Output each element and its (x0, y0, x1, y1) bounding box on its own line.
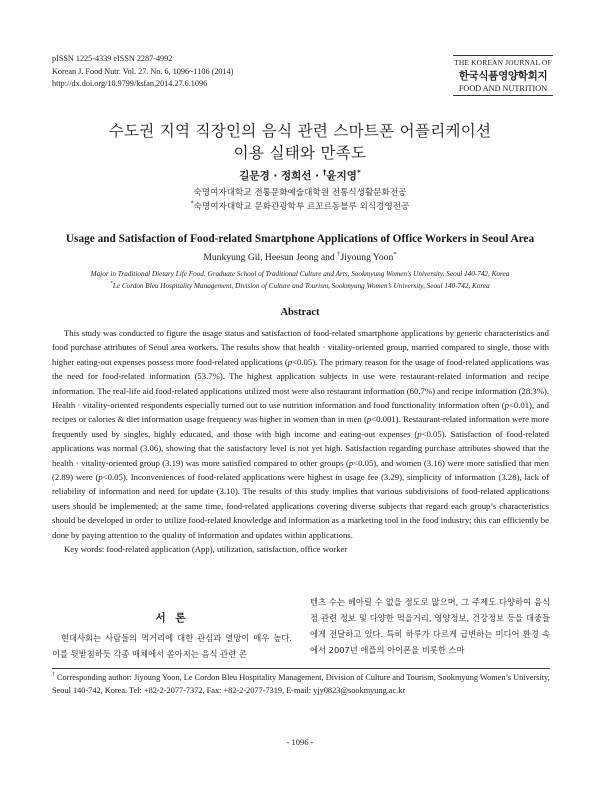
doi-link[interactable]: http://dx.doi.org/10.9799/ksfan.2014.27.6.1096 (52, 79, 208, 88)
affiliation-en-2-text: Le Cordon Bleu Hospitality Management, Division of Culture and Tourism, Sookmyung Women’s University, Seoul 140-742, Korea (112, 282, 490, 290)
author-names-ko: 길문경 · 정희선 · (239, 170, 323, 182)
affiliation-en-2 (30, 280, 570, 292)
corresponding-author-en: Jiyoung Yoon (340, 252, 394, 263)
intro-paragraph: 현대사회는 사람들의 먹거리에 대한 관심과 열망이 매우 높다. 이를 뒷받침하듯 각종 매체에서 쏟아지는 음식 관련 콘 (52, 633, 292, 659)
affiliation-ko-2 (0, 200, 600, 214)
issn-line: pISSN 1225-4339 eISSN 2287-4992 (52, 54, 173, 63)
affiliations-english (30, 268, 570, 292)
abstract-heading: Abstract (280, 307, 320, 318)
journal-masthead (453, 55, 553, 96)
affiliation-ko-2-text: 숙명여자대학교 문화관광학부 르꼬르동블루 외식경영전공 (193, 202, 410, 212)
intro-left-column (52, 630, 292, 662)
journal-name-ko: 한국식품영양학회지 (458, 70, 548, 82)
affiliation-mark: * (110, 281, 113, 287)
journal-name-en-top: THE KOREAN JOURNAL OF (454, 58, 552, 67)
authors-english (0, 252, 600, 263)
journal-name-en-bottom: FOOD AND NUTRITION (458, 84, 548, 93)
corresponding-mark: † (322, 167, 327, 177)
abstract-body (52, 326, 549, 557)
footnote-mark: † (52, 672, 55, 679)
abstract-paragraph: This study was conducted to figure the usage status and satisfaction of food-related smartphone applications by generic characteristics and food purchase attributes of Seoul area workers. The results show that health · vitality-oriented group, married compared to single, those with higher eating-out expenses possess more food-related applications (p<0.05). The primary reason for the usage of food-related applications was the need for food-related information (53.7%). The highest application subjects in use were restaurant-related information and recipe information. The real-life aid food-related applications utilized most were also restaurant information (60.7%) and recipe information (28.3%). Health · vitality-oriented respondents especially turned out to use nutrition information and food functionality information often (p<0.01), and recipes or calories & diet information usage frequency was higher in women than in men (p<0.001). Restaurant-related information were more frequently used by singles, highly educated, and those with high income and eating-out expenses (p<0.05). Satisfaction of food-related applications was normal (3.06), showing that the satisfactory level is not yet high. Satisfaction regarding purchase attributes showed that the health · vitality-oriented group (3.19) was more satisfied compared to other groups (p<0.05), and women (3.16) were more satisfied that men (2.89) were (p<0.05). Inconveniences of food-related applications were highest in usage fee (3.29), simplicity of information (3.28), lack of reliability of information and need for update (3.10). The results of this study implies that various subdivisions of food-related applications users should be implemented; at the same time, food-related applications covering diverse subjects that regard each group’s characteristics should be developed in order to utilize food-related knowledge and information as a marketing tool in the food industry; this can efficiently be done by paying attention to the quality of information and updates within applications. (52, 328, 550, 540)
intro-paragraph-continued: 텐츠 수는 헤아릴 수 없을 정도로 많으며, 그 주제도 다양하여 음식점 관련 정보 및 다양한 먹을거리, 영양정보, 건강정보 등을 대중들에게 전달하고 있다. 특히 하루가 다르게 급변하는 미디어 환경 속에서 2007년 애플의 아이폰을 비롯한 스마 (310, 597, 550, 655)
masthead-top-rule (453, 55, 553, 56)
section-heading-introduction: 서 론 (155, 612, 189, 624)
page-number: - 1096 - (286, 737, 314, 747)
title-ko-line1: 수도권 지역 직장인의 음식 관련 스마트폰 어플리케이션 (108, 122, 492, 140)
citation-line: Korean J. Food Nutr. Vol. 27. No. 6, 1096~1106 (2014) (52, 66, 234, 76)
masthead-bottom-rule (453, 95, 553, 96)
affiliation-mark: * (356, 167, 361, 177)
affiliation-en-1: Major in Traditional Dietary Life Food, Graduate School of Traditional Culture and Arts, Sookmyung Women's University, Seoul 140-742, Korea (90, 270, 510, 278)
affiliation-mark: * (190, 200, 194, 208)
footnote-rule (52, 668, 550, 669)
keywords: Key words: food-related application (App), utilization, satisfaction, office worker (64, 544, 348, 555)
title-english: Usage and Satisfaction of Food-related Smartphone Applications of Office Workers in Seoul Area (65, 233, 535, 245)
footnote (52, 672, 550, 697)
corresponding-mark: † (337, 250, 341, 258)
title-ko-line2: 이용 실태와 만족도 (233, 144, 367, 162)
title-korean (0, 120, 600, 164)
article-meta (52, 53, 233, 91)
intro-right-column (310, 594, 550, 658)
affiliation-ko-1: 숙명여자대학교 전통문화예술대학원 전통식생활문화전공 (193, 188, 407, 198)
authors-korean (0, 168, 600, 183)
author-names-en: Munkyung Gil, Heesun Jeong and (203, 252, 338, 263)
corresponding-author-ko: 윤지영 (326, 170, 357, 182)
footnote-text: Corresponding author: Jiyoung Yoon, Le Cordon Bleu Hospitality Management, Division of Culture and Tourism, Sookmyung Women’s University, Seoul 140-742, Korea. Tel: +82-2-2077-7372, Fax: +82-2-2077-7319, E-mail: yjy0823@sookmyung.ac.kr (52, 673, 550, 695)
affiliation-mark: * (393, 250, 397, 258)
affiliations-korean (0, 186, 600, 214)
